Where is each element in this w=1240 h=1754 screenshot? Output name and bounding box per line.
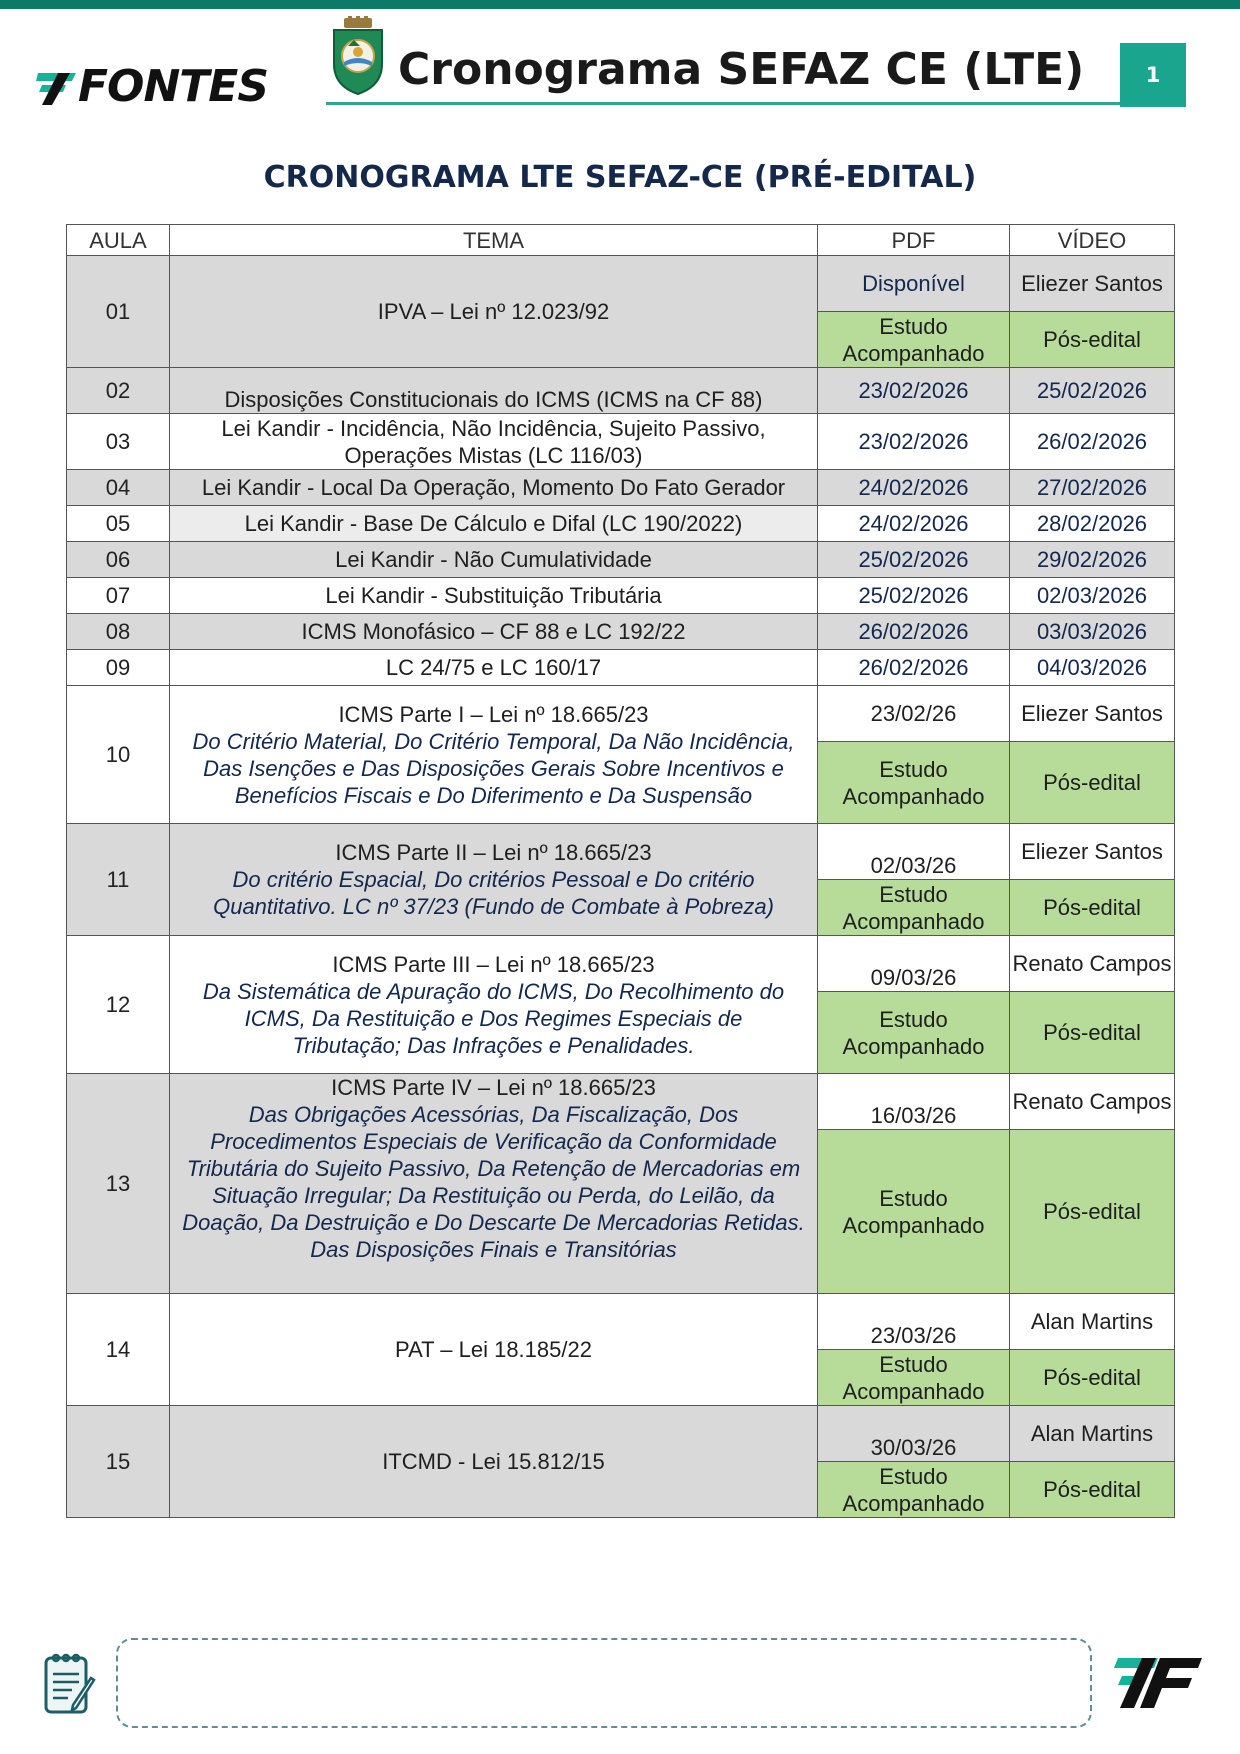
tema-detail: Do Critério Material, Do Critério Temporal, Da Não Incidência, Das Isenções e Das Disposições Gerais Sobre Incentivos e Benefícios Fiscais e Do Diferimento e Da Suspensão [192,728,795,808]
pdf-study: Estudo Acompanhado [818,312,1010,368]
tema-cell: Lei Kandir - Não Cumulatividade [170,542,818,578]
document-title: Cronograma SEFAZ CE (LTE) [398,44,1085,95]
pdf-date: 25/02/2026 [818,542,1010,578]
aula-number: 09 [67,650,170,686]
aula-number: 02 [67,368,170,414]
pdf-date: 23/02/2026 [818,368,1010,414]
tema-cell: Disposições Constitucionais do ICMS (ICMS na CF 88) [170,368,818,414]
table-row [67,686,1175,742]
table-row [67,614,1175,650]
video-date: 03/03/2026 [1010,614,1175,650]
pdf-study: Estudo Acompanhado [818,1462,1010,1518]
tema-cell [170,936,818,1074]
tema-title: ICMS Parte IV – Lei nº 18.665/23 [331,1075,656,1100]
video-status: Pós-edital [1010,312,1175,368]
video-teacher: Eliezer Santos [1010,256,1175,312]
video-teacher: Alan Martins [1010,1406,1175,1462]
page-number-badge: 1 [1120,43,1186,107]
pdf-study: Estudo Acompanhado [818,742,1010,824]
header-video: VÍDEO [1010,225,1175,256]
aula-number: 15 [67,1406,170,1518]
aula-number: 08 [67,614,170,650]
ceara-coat-of-arms-icon [326,16,390,96]
pdf-study: Estudo Acompanhado [818,880,1010,936]
header-tema: TEMA [170,225,818,256]
video-date: 29/02/2026 [1010,542,1175,578]
pdf-date: 23/03/26 [818,1294,1010,1350]
tema-cell [170,1074,818,1294]
pdf-study: Estudo Acompanhado [818,1130,1010,1294]
pdf-date: 25/02/2026 [818,578,1010,614]
pdf-date: 26/02/2026 [818,650,1010,686]
tema-cell: Lei Kandir - Incidência, Não Incidência, Sujeito Passivo, Operações Mistas (LC 116/03) [170,414,818,470]
title-underline [326,102,1120,105]
tema-cell: Lei Kandir - Local Da Operação, Momento Do Fato Gerador [170,470,818,506]
fontes-mark-icon [1112,1652,1204,1712]
video-status: Pós-edital [1010,992,1175,1074]
fontes-logo-icon [36,69,76,105]
pdf-date: 23/02/2026 [818,414,1010,470]
pdf-date: 30/03/26 [818,1406,1010,1462]
aula-number: 04 [67,470,170,506]
aula-number: 13 [67,1074,170,1294]
tema-detail: Da Sistemática de Apuração do ICMS, Do Recolhimento do ICMS, Da Restituição e Dos Regimes Especiais de Tributação; Das Infrações e Penalidades. [202,978,785,1058]
aula-number: 12 [67,936,170,1074]
video-status: Pós-edital [1010,1130,1175,1294]
tema-cell: ICMS Monofásico – CF 88 e LC 192/22 [170,614,818,650]
tema-cell [170,824,818,936]
pdf-study: Estudo Acompanhado [818,1350,1010,1406]
tema-cell [170,686,818,824]
table-row [67,650,1175,686]
brand-name: FONTES [78,61,269,112]
schedule-table [66,224,1175,1518]
aula-number: 06 [67,542,170,578]
video-status: Pós-edital [1010,880,1175,936]
table-row [67,1074,1175,1130]
video-date: 26/02/2026 [1010,414,1175,470]
video-date: 28/02/2026 [1010,506,1175,542]
pdf-date: 24/02/2026 [818,470,1010,506]
tema-cell: Lei Kandir - Base De Cálculo e Difal (LC 190/2022) [170,506,818,542]
table-row [67,414,1175,470]
video-teacher: Eliezer Santos [1010,824,1175,880]
tema-title: ICMS Parte III – Lei nº 18.665/23 [332,951,655,977]
table-row [67,256,1175,312]
video-status: Pós-edital [1010,742,1175,824]
pdf-study: Estudo Acompanhado [818,992,1010,1074]
pdf-date: 24/02/2026 [818,506,1010,542]
pdf-date: 16/03/26 [818,1074,1010,1130]
tema-title: ICMS Parte II – Lei nº 18.665/23 [335,840,652,865]
tema-cell: Lei Kandir - Substituição Tributária [170,578,818,614]
aula-number: 11 [67,824,170,936]
tema-detail: Do critério Espacial, Do critérios Pessoal e Do critério Quantitativo. LC nº 37/23 (Fundo de Combate à Pobreza) [213,867,774,919]
header-pdf: PDF [818,225,1010,256]
tema-cell: ITCMD - Lei 15.812/15 [170,1406,818,1518]
header-aula: AULA [67,225,170,256]
table-row [67,470,1175,506]
pdf-date: 23/02/26 [818,686,1010,742]
table-row [67,824,1175,880]
table-row [67,1406,1175,1462]
aula-number: 05 [67,506,170,542]
video-status: Pós-edital [1010,1462,1175,1518]
video-teacher: Renato Campos [1010,936,1175,992]
pdf-status: Disponível [818,256,1010,312]
table-row [67,578,1175,614]
tema-cell: IPVA – Lei nº 12.023/92 [170,256,818,368]
video-date: 04/03/2026 [1010,650,1175,686]
pdf-date: 26/02/2026 [818,614,1010,650]
notes-box [116,1638,1092,1728]
notepad-icon [42,1650,98,1716]
aula-number: 10 [67,686,170,824]
video-date: 02/03/2026 [1010,578,1175,614]
table-row [67,542,1175,578]
table-row [67,506,1175,542]
pdf-date: 09/03/26 [818,936,1010,992]
table-row [67,936,1175,992]
table-header-row [67,225,1175,256]
tema-title: ICMS Parte I – Lei nº 18.665/23 [338,701,649,727]
video-date: 25/02/2026 [1010,368,1175,414]
aula-number: 03 [67,414,170,470]
tema-cell: LC 24/75 e LC 160/17 [170,650,818,686]
brand-logo [36,62,268,112]
aula-number: 07 [67,578,170,614]
aula-number: 14 [67,1294,170,1406]
video-date: 27/02/2026 [1010,470,1175,506]
schedule-heading: CRONOGRAMA LTE SEFAZ-CE (PRÉ-EDITAL) [263,160,977,195]
video-teacher: Eliezer Santos [1010,686,1175,742]
aula-number: 01 [67,256,170,368]
tema-detail: Das Obrigações Acessórias, Da Fiscalização, Dos Procedimentos Especiais de Verificação da Conformidade Tributária do Sujeito Passivo, Da Retenção de Mercadorias em Situação Irregular; Da Restituição ou Perda, do Leilão, da Doação, Da Destruição e Do Descarte De Mercadorias Retidas. Das Disposições Finais e Transitórias [182,1102,805,1262]
video-status: Pós-edital [1010,1350,1175,1406]
tema-cell: PAT – Lei 18.185/22 [170,1294,818,1406]
table-row [67,368,1175,414]
top-accent-bar [0,0,1240,9]
video-teacher: Renato Campos [1010,1074,1175,1130]
video-teacher: Alan Martins [1010,1294,1175,1350]
table-row [67,1294,1175,1350]
pdf-date: 02/03/26 [818,824,1010,880]
